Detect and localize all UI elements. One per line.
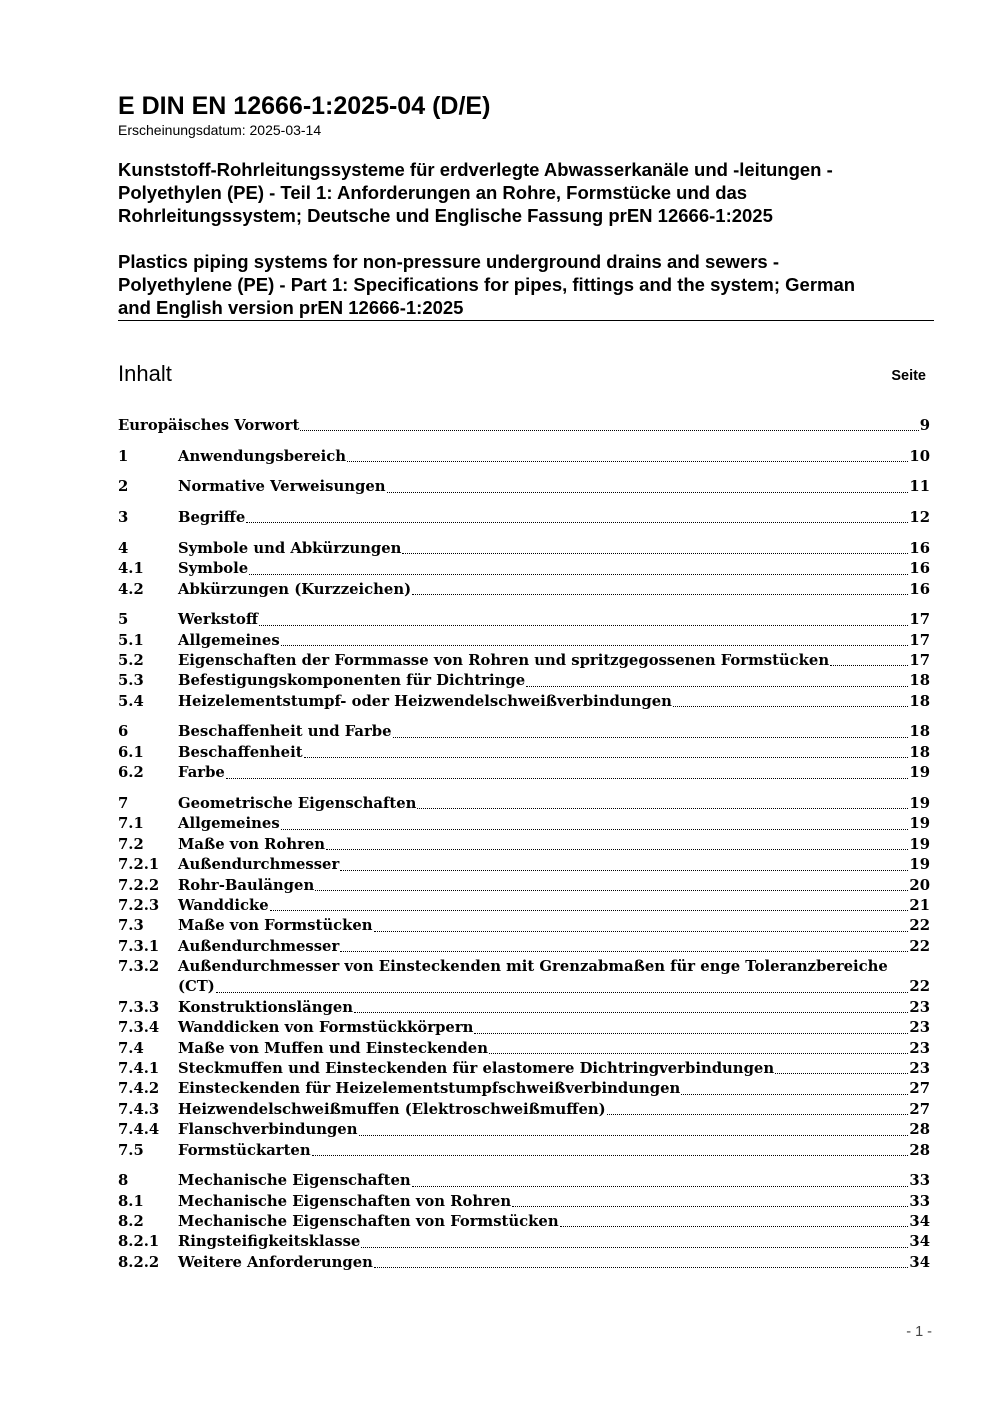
toc-entry[interactable]	[118, 1120, 930, 1140]
toc-entry-label: Anwendungsbereich	[178, 447, 347, 465]
toc-entry-number: 7.3.1	[118, 937, 160, 955]
toc-entry-page: 22	[909, 937, 930, 955]
toc-entry-page: 23	[909, 1039, 930, 1057]
toc-entry-leader	[412, 1171, 909, 1186]
toc-entry-leader	[281, 814, 909, 829]
title-english-line: Polyethylene (PE) - Part 1: Specifications for pipes, fittings and the system; German	[118, 274, 856, 295]
toc-entry-label: (CT)	[178, 978, 215, 996]
toc-entry-label: Mechanische Eigenschaften von Formstücken	[178, 1213, 559, 1231]
toc-heading: Inhalt	[118, 361, 172, 386]
toc-entry-label: Heizelementstumpf- oder Heizwendelschweißverbindungen	[178, 692, 672, 710]
toc-entry-leader	[340, 937, 908, 952]
toc-entry-page: 34	[909, 1253, 930, 1271]
title-english	[118, 250, 934, 319]
toc-entry-leader	[387, 477, 909, 492]
toc-entry-leader	[402, 539, 908, 554]
toc-entry-leader	[393, 722, 909, 737]
toc-entry[interactable]	[118, 1018, 930, 1038]
toc-entry-leader	[374, 1253, 908, 1268]
toc-entry-label: Außendurchmesser	[178, 856, 340, 874]
title-german	[118, 158, 934, 227]
toc-entry-number: 5.4	[118, 692, 144, 710]
toc-entry-label: Begriffe	[178, 509, 246, 527]
toc-entry-page: 17	[909, 611, 930, 629]
toc-entry-label: Ringsteifigkeitsklasse	[178, 1233, 361, 1251]
toc-entry-page: 27	[909, 1100, 930, 1118]
toc-entry[interactable]	[118, 957, 930, 998]
toc-entry-label: Befestigungskomponenten für Dichtringe	[178, 672, 526, 690]
toc-entry-label: Einsteckenden für Heizelementstumpfschweißverbindungen	[178, 1080, 681, 1098]
toc-entry-leader	[300, 416, 918, 431]
toc-entry[interactable]	[118, 743, 930, 763]
toc-entry-leader	[281, 631, 909, 646]
toc-entry-label: Außendurchmesser	[178, 937, 340, 955]
toc-entry-number: 7.1	[118, 815, 144, 833]
toc-entry[interactable]	[118, 1141, 930, 1161]
toc-entry-page: 33	[909, 1172, 930, 1190]
toc-entry-number: 6.1	[118, 743, 144, 761]
toc-entry-number: 5.2	[118, 652, 144, 669]
toc-entry[interactable]	[118, 1192, 930, 1212]
toc-entry-leader	[489, 1039, 908, 1054]
toc-entry-number: 7.4.3	[118, 1100, 160, 1118]
toc-entry[interactable]	[118, 835, 930, 855]
toc-entry-leader	[512, 1192, 908, 1207]
toc-entry-leader	[347, 447, 908, 462]
toc-entry-number: 5.3	[118, 672, 144, 690]
toc-entry-number: 4	[118, 539, 129, 557]
toc-entry-page: 11	[909, 478, 930, 496]
toc-entry-leader	[246, 508, 908, 523]
toc-entry-label: Maße von Muffen und Einsteckenden	[178, 1039, 488, 1057]
toc-entry-page: 28	[909, 1141, 930, 1159]
toc-entry-label: Weitere Anforderungen	[178, 1253, 373, 1271]
toc-entry-page: 22	[909, 978, 930, 996]
toc-entry-label: Konstruktionslängen	[178, 998, 354, 1016]
toc-entry-label: Wanddicken von Formstückkörpern	[178, 1019, 474, 1037]
toc-entry-number: 7.5	[118, 1141, 144, 1159]
toc-entry-page: 22	[909, 917, 930, 935]
toc-entry[interactable]	[118, 416, 930, 436]
toc-entry-page: 16	[909, 580, 930, 598]
toc-entry[interactable]	[118, 1232, 930, 1252]
toc-entry-leader	[681, 1079, 908, 1094]
toc-entry-number: 7.4.4	[118, 1121, 160, 1139]
toc-entry-number: 2	[118, 478, 129, 496]
toc-entry-number: 6.2	[118, 764, 144, 782]
toc-entry-page: 18	[909, 672, 930, 690]
toc-entry-page: 16	[909, 539, 930, 557]
title-english-line: and English version prEN 12666-1:2025	[118, 297, 464, 318]
toc-entry-number: 8.2.2	[118, 1253, 160, 1271]
toc-entry-number: 8.2.1	[118, 1233, 160, 1251]
title-german-line: Rohrleitungssystem; Deutsche und Englische Fassung prEN 12666-1:2025	[118, 205, 773, 226]
toc-entry[interactable]	[118, 651, 930, 671]
toc-entry-page: 18	[909, 723, 930, 741]
toc-entry-label: Allgemeines	[178, 631, 280, 649]
toc-entry-number: 7.2	[118, 835, 144, 853]
toc-entry-label: Außendurchmesser von Einsteckenden mit Grenzabmaßen für enge Toleranzbereiche	[178, 958, 888, 976]
toc-entry-page: 28	[909, 1121, 930, 1139]
toc-entry-page: 34	[909, 1213, 930, 1231]
toc-entry-label: Europäisches Vorwort	[118, 417, 300, 434]
toc-entry-label: Allgemeines	[178, 815, 280, 833]
title-divider	[118, 320, 934, 321]
toc-entry-label: Normative Verweisungen	[178, 478, 386, 496]
toc-entry-page: 12	[909, 509, 930, 527]
toc-entry-number: 8.2	[118, 1213, 144, 1231]
toc-entry[interactable]	[118, 508, 930, 528]
toc-entry-number: 7.3.2	[118, 958, 160, 976]
toc-entry-leader	[830, 651, 908, 666]
toc-entry[interactable]	[118, 794, 930, 814]
toc-entry-page: 27	[909, 1080, 930, 1098]
toc-entry[interactable]	[118, 814, 930, 834]
toc-entry-leader	[340, 855, 908, 870]
toc-entry-page: 23	[909, 1019, 930, 1037]
title-german-line: Polyethylen (PE) - Teil 1: Anforderungen an Rohre, Formstücke und das	[118, 182, 748, 203]
toc-entry[interactable]	[118, 763, 930, 783]
toc-entry-page: 10	[909, 447, 930, 465]
toc-entry-page: 17	[909, 631, 930, 649]
toc-entry[interactable]	[118, 631, 930, 651]
toc-page-column-label: Seite	[891, 368, 926, 384]
toc-entry-number: 7.4.2	[118, 1080, 160, 1098]
title-german-line: Kunststoff-Rohrleitungssysteme für erdverlegte Abwasserkanäle und -leitungen -	[118, 159, 833, 180]
toc-entry-leader	[361, 1232, 908, 1247]
toc-entry-number: 7.2.2	[118, 876, 160, 894]
toc-entry-page: 17	[909, 652, 930, 669]
toc-entry-page: 20	[909, 876, 930, 894]
toc-entry-number: 7.4.1	[118, 1060, 160, 1078]
toc-entry[interactable]	[118, 937, 930, 957]
toc-entry-leader	[474, 1018, 908, 1033]
toc-entry[interactable]	[118, 539, 930, 559]
toc-entry-leader	[354, 998, 908, 1013]
table-of-contents	[118, 416, 930, 1273]
toc-entry-number: 5	[118, 611, 129, 629]
title-english-line: Plastics piping systems for non-pressure underground drains and sewers -	[118, 251, 780, 272]
toc-entry-number: 8.1	[118, 1192, 144, 1210]
toc-entry[interactable]	[118, 896, 930, 916]
toc-entry-leader	[775, 1059, 908, 1074]
toc-entry-leader	[216, 977, 909, 992]
toc-entry-leader	[312, 1141, 909, 1156]
toc-entry[interactable]	[118, 559, 930, 579]
toc-entry-number: 7.3.4	[118, 1019, 160, 1037]
toc-entry-leader	[560, 1212, 909, 1227]
toc-entry[interactable]	[118, 876, 930, 896]
toc-entry-label: Symbole	[178, 560, 249, 578]
toc-entry-page: 19	[909, 815, 930, 833]
toc-entry[interactable]	[118, 1253, 930, 1273]
document-id: E DIN EN 12666-1:2025-04 (D/E)	[118, 92, 491, 120]
toc-entry-page: 21	[909, 896, 930, 914]
toc-entry[interactable]	[118, 671, 930, 691]
toc-entry-number: 8	[118, 1172, 129, 1190]
toc-entry-page: 23	[909, 1060, 930, 1078]
toc-entry-label: Geometrische Eigenschaften	[178, 794, 417, 812]
toc-entry-page: 19	[909, 794, 930, 812]
toc-entry-number: 3	[118, 509, 129, 527]
toc-entry-number: 1	[118, 447, 129, 465]
toc-entry-leader	[374, 916, 909, 931]
toc-entry-label: Steckmuffen und Einsteckenden für elastomere Dichtringverbindungen	[178, 1060, 775, 1078]
toc-entry[interactable]	[118, 1171, 930, 1191]
toc-entry-leader	[249, 559, 908, 574]
toc-entry-label: Beschaffenheit	[178, 743, 303, 761]
toc-entry-label: Wanddicke	[178, 896, 269, 914]
toc-entry-label: Heizwendelschweißmuffen (Elektroschweißmuffen)	[178, 1100, 606, 1118]
toc-entry-page: 18	[909, 692, 930, 710]
toc-entry[interactable]	[118, 477, 930, 497]
toc-entry[interactable]	[118, 1079, 930, 1099]
toc-entry[interactable]	[118, 998, 930, 1018]
toc-entry-leader	[607, 1100, 909, 1115]
toc-entry[interactable]	[118, 722, 930, 742]
toc-entry-label: Farbe	[178, 764, 225, 782]
toc-entry-number: 7.2.1	[118, 856, 160, 874]
toc-entry[interactable]	[118, 1039, 930, 1059]
toc-entry[interactable]	[118, 1212, 930, 1232]
toc-entry-number: 7.3.3	[118, 998, 160, 1016]
toc-entry-leader	[673, 692, 909, 707]
toc-entry-leader	[226, 763, 909, 778]
toc-entry-label: Rohr-Baulängen	[178, 876, 315, 894]
toc-entry[interactable]	[118, 1059, 930, 1079]
toc-entry-label: Maße von Rohren	[178, 835, 326, 853]
toc-entry-number: 5.1	[118, 631, 144, 649]
toc-entry-page: 19	[909, 764, 930, 782]
toc-entry-page: 23	[909, 998, 930, 1016]
toc-entry-page: 18	[909, 743, 930, 761]
toc-entry-label: Mechanische Eigenschaften	[178, 1172, 411, 1190]
toc-entry-leader	[270, 896, 909, 911]
page-number: - 1 -	[906, 1324, 932, 1340]
toc-entry-label: Mechanische Eigenschaften von Rohren	[178, 1192, 512, 1210]
toc-entry-label: Formstückarten	[178, 1141, 311, 1159]
toc-entry-label: Maße von Formstücken	[178, 917, 373, 935]
toc-entry-leader	[315, 876, 908, 891]
toc-entry-label: Werkstoff	[178, 611, 259, 629]
toc-entry-number: 7.2.3	[118, 896, 160, 914]
toc-entry-label: Eigenschaften der Formmasse von Rohren und spritzgegossenen Formstücken	[178, 652, 830, 669]
toc-entry-leader	[359, 1120, 909, 1135]
toc-entry[interactable]	[118, 610, 930, 630]
toc-entry-label: Abkürzungen (Kurzzeichen)	[178, 580, 412, 598]
toc-entry-page: 33	[909, 1192, 930, 1210]
toc-entry-number: 7.3	[118, 917, 144, 935]
toc-entry[interactable]	[118, 855, 930, 875]
publication-date: Erscheinungsdatum: 2025-03-14	[118, 122, 322, 138]
toc-entry-leader	[412, 580, 908, 595]
toc-entry-leader	[326, 835, 908, 850]
toc-entry[interactable]	[118, 580, 930, 600]
toc-entry-label: Symbole und Abkürzungen	[178, 539, 402, 557]
toc-entry[interactable]	[118, 1100, 930, 1120]
toc-entry-number: 6	[118, 723, 129, 741]
toc-entry-number: 7.4	[118, 1039, 144, 1057]
toc-entry[interactable]	[118, 447, 930, 467]
toc-entry-leader	[417, 794, 908, 809]
toc-entry-leader	[526, 671, 908, 686]
toc-entry-page: 19	[909, 856, 930, 874]
toc-entry-page: 34	[909, 1233, 930, 1251]
toc-entry-number: 4.2	[118, 580, 144, 598]
toc-entry-leader	[304, 743, 909, 758]
toc-entry[interactable]	[118, 692, 930, 712]
toc-entry-leader	[259, 610, 908, 625]
toc-entry-number: 7	[118, 794, 129, 812]
toc-entry-page: 19	[909, 835, 930, 853]
toc-entry-label: Beschaffenheit und Farbe	[178, 723, 392, 741]
toc-entry-label: Flanschverbindungen	[178, 1121, 358, 1139]
toc-entry-page: 16	[909, 560, 930, 578]
toc-entry-number: 4.1	[118, 560, 144, 578]
toc-entry-page: 9	[919, 417, 930, 434]
toc-entry[interactable]	[118, 916, 930, 936]
